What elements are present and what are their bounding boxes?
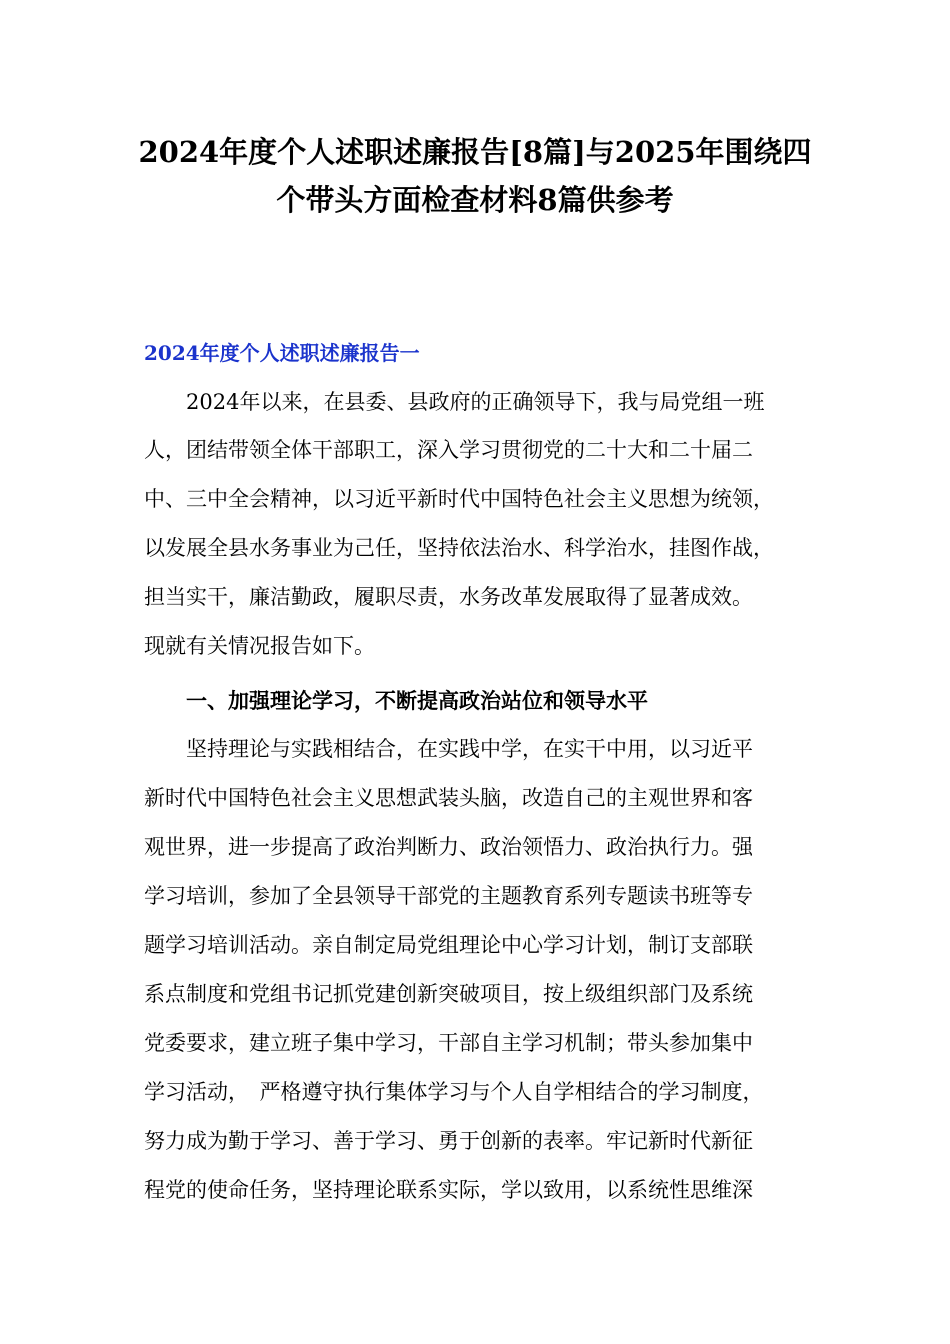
paragraph-line: 程党的使命任务，坚持理论联系实际，学以致用，以系统性思维深 <box>144 1178 753 1202</box>
paragraph-line: 新时代中国特色社会主义思想武装头脑，改造自己的主观世界和客 <box>144 786 753 810</box>
paragraph-line: 担当实干，廉洁勤政，履职尽责，水务改革发展取得了显著成效。 <box>144 585 753 609</box>
paragraph-line: 坚持理论与实践相结合，在实践中学，在实干中用，以习近平 <box>186 737 753 761</box>
paragraph-line: 现就有关情况报告如下。 <box>144 634 375 658</box>
paragraph-line: 以发展全县水务事业为己任，坚持依法治水、科学治水，挂图作战， <box>144 536 774 560</box>
paragraph-line: 努力成为勤于学习、善于学习、勇于创新的表率。牢记新时代新征 <box>144 1129 753 1153</box>
section-heading: 2024年度个人述职述廉报告一 <box>144 341 420 365</box>
subheading-1: 一、加强理论学习，不断提高政治站位和领导水平 <box>186 688 648 713</box>
paragraph-line: 党委要求，建立班子集中学习，干部自主学习机制；带头参加集中 <box>144 1031 753 1055</box>
paragraph-line: 系点制度和党组书记抓党建创新突破项目，按上级组织部门及系统 <box>144 982 753 1006</box>
paragraph-line: 人，团结带领全体干部职工，深入学习贯彻党的二十大和二十届二 <box>144 438 753 462</box>
title-line-1: 2024年度个人述职述廉报告[8篇]与2025年围绕四 <box>138 135 812 169</box>
paragraph-line: 中、三中全会精神，以习近平新时代中国特色社会主义思想为统领， <box>144 487 774 511</box>
title-line-2: 个带头方面检查材料8篇供参考 <box>276 183 674 217</box>
paragraph-line: 2024年以来，在县委、县政府的正确领导下，我与局党组一班 <box>186 390 765 414</box>
paragraph-line: 学习活动， 严格遵守执行集体学习与个人自学相结合的学习制度， <box>144 1080 764 1104</box>
paragraph-line: 学习培训，参加了全县领导干部党的主题教育系列专题读书班等专 <box>144 884 753 908</box>
paragraph-line: 题学习培训活动。亲自制定局党组理论中心学习计划，制订支部联 <box>144 933 753 957</box>
document-title <box>120 128 830 224</box>
paragraph-line: 观世界，进一步提高了政治判断力、政治领悟力、政治执行力。强 <box>144 835 753 859</box>
